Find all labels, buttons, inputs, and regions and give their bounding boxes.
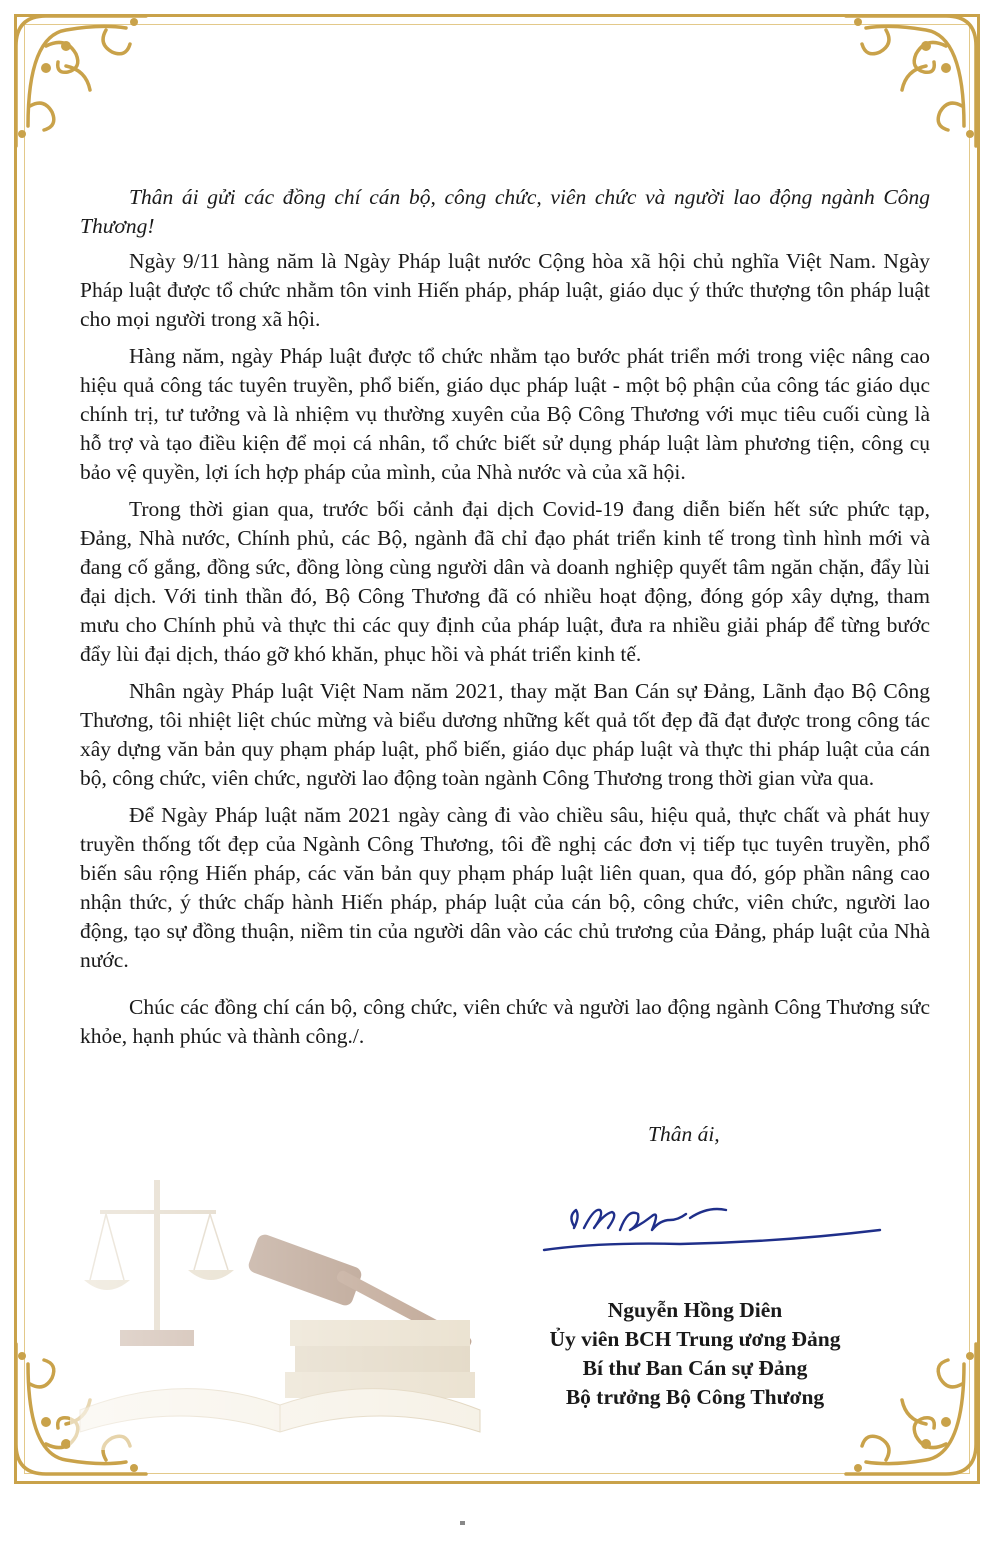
corner-ornament-icon bbox=[6, 6, 156, 156]
scales-gavel-books-icon bbox=[70, 1170, 510, 1450]
signer-block bbox=[485, 1296, 905, 1412]
letter-body bbox=[80, 183, 930, 1059]
corner-ornament-icon bbox=[836, 6, 986, 156]
closing-paragraph: Chúc các đồng chí cán bộ, công chức, viên chức và người lao động ngành Công Thương sức khỏe, hạnh phúc và thành công./. bbox=[80, 995, 930, 1048]
paragraph: Để Ngày Pháp luật năm 2021 ngày càng đi vào chiều sâu, hiệu quả, thực chất và phát huy truyền thống tốt đẹp của Ngành Công Thương, tôi đề nghị các đơn vị tiếp tục tuyên truyền, phổ biến sâu rộng Hiến pháp, các văn bản quy phạm pháp luật liên quan, qua đó, góp phần nâng cao nhận thức, ý thức chấp hành Hiến pháp, pháp luật của cán bộ, công chức, viên chức, người lao động, tạo sự đồng thuận, niềm tin của người dân vào các chủ trương của Đảng, pháp luật của Nhà nước. bbox=[80, 803, 930, 972]
signer-title: Ủy viên BCH Trung ương Đảng bbox=[549, 1327, 841, 1351]
handwritten-signature bbox=[540, 1192, 885, 1262]
greeting: Thân ái gửi các đồng chí cán bộ, công chức, viên chức và người lao động ngành Công Thương! bbox=[80, 185, 930, 238]
paragraph: Nhân ngày Pháp luật Việt Nam năm 2021, thay mặt Ban Cán sự Đảng, Lãnh đạo Bộ Công Thương, tôi nhiệt liệt chúc mừng và biểu dương những kết quả tốt đẹp đã đạt được trong công tác xây dựng văn bản quy phạm pháp luật, phổ biến, giáo dục pháp luật và thực thi pháp luật của cán bộ, công chức, viên chức, người lao động toàn ngành Công Thương trong thời gian vừa qua. bbox=[80, 679, 930, 790]
paragraph: Trong thời gian qua, trước bối cảnh đại dịch Covid-19 đang diễn biến hết sức phức tạp, Đảng, Nhà nước, Chính phủ, các Bộ, ngành đã chỉ đạo phát triển kinh tế trong tình hình mới và đang cố gắng, đồng sức, đồng lòng cùng người dân và doanh nghiệp quyết tâm ngăn chặn, đẩy lùi đại dịch. Với tinh thần đó, Bộ Công Thương đã có nhiều hoạt động, đóng góp xây dựng, tham mưu cho Chính phủ và thực thi các quy định của pháp luật, đưa ra nhiều giải pháp để từng bước đẩy lùi đại dịch, tháo gỡ khó khăn, phục hồi và phát triển kinh tế. bbox=[80, 497, 930, 666]
sign-off: Thân ái, bbox=[648, 1122, 720, 1146]
bottom-mark bbox=[460, 1521, 465, 1525]
paragraph: Ngày 9/11 hàng năm là Ngày Pháp luật nước Cộng hòa xã hội chủ nghĩa Việt Nam. Ngày Pháp luật được tổ chức nhằm tôn vinh Hiến pháp, pháp luật, giáo dục ý thức thượng tôn pháp luật cho mọi người trong xã hội. bbox=[80, 249, 930, 331]
signer-name: Nguyễn Hồng Diên bbox=[607, 1298, 783, 1322]
signer-title: Bộ trưởng Bộ Công Thương bbox=[565, 1385, 825, 1409]
signer-title: Bí thư Ban Cán sự Đảng bbox=[582, 1356, 808, 1380]
paragraph: Hàng năm, ngày Pháp luật được tổ chức nhằm tạo bước phát triển mới trong việc nâng cao hiệu quả công tác tuyên truyền, phổ biến, giáo dục pháp luật - một bộ phận của công tác giáo dục chính trị, tư tưởng và là nhiệm vụ thường xuyên của Bộ Công Thương với mục tiêu cuối cùng là hỗ trợ và tạo điều kiện để mọi cá nhân, tổ chức biết sử dụng pháp luật làm phương tiện, công cụ bảo vệ quyền, lợi ích hợp pháp của mình, của Nhà nước và của xã hội. bbox=[80, 344, 930, 484]
